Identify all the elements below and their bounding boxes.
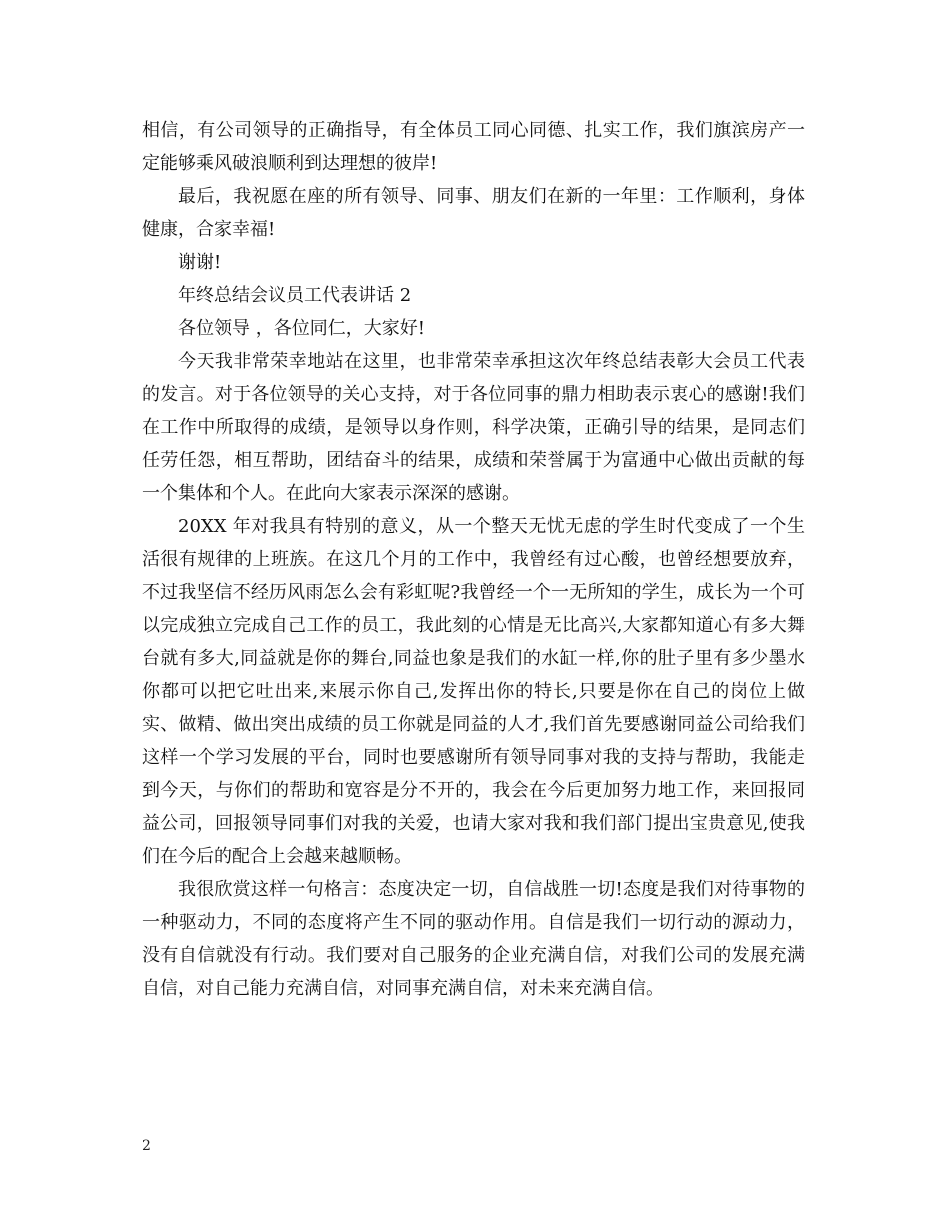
paragraph-1: 相信，有公司领导的正确指导，有全体员工同心同德、扎实工作，我们旗滨房产一定能够乘风破浪顺利到达理想的彼岸! bbox=[142, 120, 805, 174]
section-heading: 年终总结会议员工代表讲话 2 bbox=[178, 285, 412, 306]
greeting: 各位领导 ，各位同仁，大家好! bbox=[178, 318, 425, 339]
paragraph-6: 今天我非常荣幸地站在这里，也非常荣幸承担这次年终总结表彰大会员工代表的发言。对于各位领导的关心支持，对于各位同事的鼎力相助表示衷心的感谢!我们在工作中所取得的成绩，是领导以身作则，科学决策，正确引导的结果，是同志们任劳任怨，相互帮助，团结奋斗的结果，成绩和荣誉属于为富通中心做出贡献的每一个集体和个人。在此向大家表示深深的感谢。 bbox=[142, 351, 805, 504]
paragraph-2: 最后，我祝愿在座的所有领导、同事、朋友们在新的一年里：工作顺利，身体健康，合家幸福! bbox=[142, 186, 805, 240]
paragraph-7: 20XX 年对我具有特别的意义，从一个整天无忧无虑的学生时代变成了一个生活很有规律的上班族。在这几个月的工作中，我曾经有过心酸，也曾经想要放弃，不过我坚信不经历风雨怎么会有彩虹呢?我曾经一个一无所知的学生，成长为一个可以完成独立完成自己工作的员工，我此刻的心情是无比高兴,大家都知道心有多大舞台就有多大,同益就是你的舞台,同益也象是我们的水缸一样,你的肚子里有多少墨水你都可以把它吐出来,来展示你自己,发挥出你的特长,只要是你在自己的岗位上做实、做精、做出突出成绩的员工你就是同益的人才,我们首先要感谢同益公司给我们这样一个学习发展的平台，同时也要感谢所有领导同事对我的支持与帮助，我能走到今天，与你们的帮助和宽容是分不开的，我会在今后更加努力地工作，来回报同益公司，回报领导同事们对我的关爱，也请大家对我和我们部门提出宝贵意见,使我们在今后的配合上会越来越顺畅。 bbox=[142, 516, 805, 867]
paragraph-8: 我很欣赏这样一句格言：态度决定一切，自信战胜一切!态度是我们对待事物的一种驱动力，不同的态度将产生不同的驱动作用。自信是我们一切行动的源动力，没有自信就没有行动。我们要对自己服务的企业充满自信，对我们公司的发展充满自信，对自己能力充满自信，对同事充满自信，对未来充满自信。 bbox=[142, 879, 805, 999]
page-number: 2 bbox=[142, 1138, 151, 1154]
paragraph-3: 谢谢! bbox=[178, 252, 222, 273]
document-body bbox=[142, 114, 805, 1005]
